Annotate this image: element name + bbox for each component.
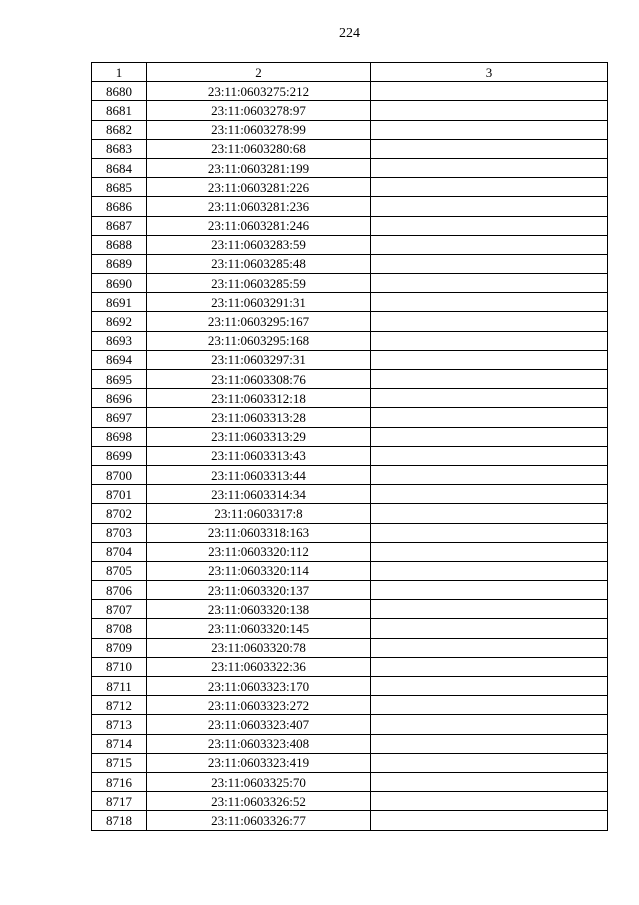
cadastral-number-cell: 23:11:0603278:99 <box>147 120 371 139</box>
cadastral-number-cell: 23:11:0603295:168 <box>147 331 371 350</box>
row-number-cell: 8704 <box>92 542 147 561</box>
row-number-cell: 8691 <box>92 293 147 312</box>
cadastral-number-cell: 23:11:0603317:8 <box>147 504 371 523</box>
row-number-cell: 8702 <box>92 504 147 523</box>
column-header-3: 3 <box>371 63 608 82</box>
notes-cell <box>371 293 608 312</box>
cadastral-number-cell: 23:11:0603285:48 <box>147 254 371 273</box>
cadastral-number-cell: 23:11:0603323:170 <box>147 677 371 696</box>
table-row <box>92 542 608 561</box>
table-row <box>92 677 608 696</box>
table-row <box>92 216 608 235</box>
notes-cell <box>371 101 608 120</box>
cadastral-number-cell: 23:11:0603313:43 <box>147 446 371 465</box>
table-row <box>92 274 608 293</box>
notes-cell <box>371 427 608 446</box>
table-row <box>92 293 608 312</box>
table-row <box>92 600 608 619</box>
row-number-cell: 8681 <box>92 101 147 120</box>
cadastral-number-cell: 23:11:0603313:28 <box>147 408 371 427</box>
table-row <box>92 753 608 772</box>
notes-cell <box>371 753 608 772</box>
table-row <box>92 446 608 465</box>
notes-cell <box>371 446 608 465</box>
page-number: 224 <box>339 26 360 41</box>
row-number-cell: 8685 <box>92 178 147 197</box>
table-row <box>92 235 608 254</box>
row-number-cell: 8687 <box>92 216 147 235</box>
notes-cell <box>371 811 608 830</box>
notes-cell <box>371 715 608 734</box>
cadastral-number-cell: 23:11:0603323:408 <box>147 734 371 753</box>
notes-cell <box>371 792 608 811</box>
notes-cell <box>371 120 608 139</box>
table-row <box>92 561 608 580</box>
row-number-cell: 8710 <box>92 657 147 676</box>
row-number-cell: 8689 <box>92 254 147 273</box>
notes-cell <box>371 504 608 523</box>
cadastral-number-cell: 23:11:0603281:236 <box>147 197 371 216</box>
notes-cell <box>371 542 608 561</box>
registry-table <box>91 62 608 831</box>
notes-cell <box>371 677 608 696</box>
row-number-cell: 8692 <box>92 312 147 331</box>
table-header <box>92 63 608 82</box>
row-number-cell: 8694 <box>92 350 147 369</box>
table-row <box>92 427 608 446</box>
row-number-cell: 8714 <box>92 734 147 753</box>
cadastral-number-cell: 23:11:0603281:226 <box>147 178 371 197</box>
row-number-cell: 8701 <box>92 485 147 504</box>
notes-cell <box>371 197 608 216</box>
cadastral-number-cell: 23:11:0603325:70 <box>147 772 371 791</box>
cadastral-number-cell: 23:11:0603320:114 <box>147 561 371 580</box>
cadastral-number-cell: 23:11:0603313:44 <box>147 465 371 484</box>
row-number-cell: 8711 <box>92 677 147 696</box>
row-number-cell: 8695 <box>92 370 147 389</box>
table-row <box>92 350 608 369</box>
row-number-cell: 8697 <box>92 408 147 427</box>
cadastral-number-cell: 23:11:0603308:76 <box>147 370 371 389</box>
notes-cell <box>371 370 608 389</box>
row-number-cell: 8684 <box>92 158 147 177</box>
row-number-cell: 8693 <box>92 331 147 350</box>
row-number-cell: 8709 <box>92 638 147 657</box>
row-number-cell: 8706 <box>92 581 147 600</box>
cadastral-number-cell: 23:11:0603291:31 <box>147 293 371 312</box>
table-row <box>92 581 608 600</box>
table-row <box>92 811 608 830</box>
table-row <box>92 158 608 177</box>
row-number-cell: 8686 <box>92 197 147 216</box>
table-row <box>92 523 608 542</box>
notes-cell <box>371 331 608 350</box>
row-number-cell: 8688 <box>92 235 147 254</box>
table-row <box>92 734 608 753</box>
notes-cell <box>371 158 608 177</box>
row-number-cell: 8680 <box>92 82 147 101</box>
row-number-cell: 8718 <box>92 811 147 830</box>
notes-cell <box>371 139 608 158</box>
notes-cell <box>371 312 608 331</box>
cadastral-number-cell: 23:11:0603322:36 <box>147 657 371 676</box>
row-number-cell: 8698 <box>92 427 147 446</box>
table-row <box>92 139 608 158</box>
row-number-cell: 8716 <box>92 772 147 791</box>
notes-cell <box>371 638 608 657</box>
row-number-cell: 8717 <box>92 792 147 811</box>
table-row <box>92 331 608 350</box>
notes-cell <box>371 82 608 101</box>
cadastral-number-cell: 23:11:0603320:138 <box>147 600 371 619</box>
notes-cell <box>371 734 608 753</box>
notes-cell <box>371 274 608 293</box>
cadastral-number-cell: 23:11:0603278:97 <box>147 101 371 120</box>
cadastral-number-cell: 23:11:0603326:52 <box>147 792 371 811</box>
table-row <box>92 254 608 273</box>
table-row <box>92 120 608 139</box>
cadastral-number-cell: 23:11:0603323:419 <box>147 753 371 772</box>
table-row <box>92 389 608 408</box>
cadastral-number-cell: 23:11:0603320:145 <box>147 619 371 638</box>
notes-cell <box>371 350 608 369</box>
cadastral-number-cell: 23:11:0603281:246 <box>147 216 371 235</box>
table-row <box>92 485 608 504</box>
table-row <box>92 197 608 216</box>
row-number-cell: 8705 <box>92 561 147 580</box>
cadastral-number-cell: 23:11:0603280:68 <box>147 139 371 158</box>
table-row <box>92 312 608 331</box>
cadastral-number-cell: 23:11:0603320:137 <box>147 581 371 600</box>
cadastral-number-cell: 23:11:0603313:29 <box>147 427 371 446</box>
cadastral-number-cell: 23:11:0603281:199 <box>147 158 371 177</box>
cadastral-number-cell: 23:11:0603283:59 <box>147 235 371 254</box>
table-row <box>92 101 608 120</box>
cadastral-number-cell: 23:11:0603275:212 <box>147 82 371 101</box>
cadastral-number-cell: 23:11:0603312:18 <box>147 389 371 408</box>
notes-cell <box>371 772 608 791</box>
row-number-cell: 8713 <box>92 715 147 734</box>
notes-cell <box>371 581 608 600</box>
table-row <box>92 82 608 101</box>
notes-cell <box>371 561 608 580</box>
cadastral-number-cell: 23:11:0603295:167 <box>147 312 371 331</box>
notes-cell <box>371 178 608 197</box>
cadastral-number-cell: 23:11:0603314:34 <box>147 485 371 504</box>
notes-cell <box>371 216 608 235</box>
cadastral-number-cell: 23:11:0603297:31 <box>147 350 371 369</box>
table-row <box>92 696 608 715</box>
cadastral-number-cell: 23:11:0603318:163 <box>147 523 371 542</box>
row-number-cell: 8696 <box>92 389 147 408</box>
notes-cell <box>371 389 608 408</box>
row-number-cell: 8708 <box>92 619 147 638</box>
row-number-cell: 8712 <box>92 696 147 715</box>
notes-cell <box>371 657 608 676</box>
header-row <box>92 63 608 82</box>
notes-cell <box>371 465 608 484</box>
cadastral-number-cell: 23:11:0603320:78 <box>147 638 371 657</box>
table-row <box>92 370 608 389</box>
notes-cell <box>371 254 608 273</box>
row-number-cell: 8715 <box>92 753 147 772</box>
table-body <box>92 82 608 830</box>
row-number-cell: 8703 <box>92 523 147 542</box>
notes-cell <box>371 235 608 254</box>
cadastral-number-cell: 23:11:0603323:407 <box>147 715 371 734</box>
notes-cell <box>371 619 608 638</box>
table-row <box>92 657 608 676</box>
table-row <box>92 715 608 734</box>
table-row <box>92 792 608 811</box>
cadastral-number-cell: 23:11:0603323:272 <box>147 696 371 715</box>
table-row <box>92 619 608 638</box>
notes-cell <box>371 523 608 542</box>
column-header-2: 2 <box>147 63 371 82</box>
row-number-cell: 8699 <box>92 446 147 465</box>
table-row <box>92 638 608 657</box>
row-number-cell: 8707 <box>92 600 147 619</box>
row-number-cell: 8682 <box>92 120 147 139</box>
row-number-cell: 8690 <box>92 274 147 293</box>
column-header-1: 1 <box>92 63 147 82</box>
notes-cell <box>371 600 608 619</box>
row-number-cell: 8683 <box>92 139 147 158</box>
table-row <box>92 772 608 791</box>
cadastral-number-cell: 23:11:0603326:77 <box>147 811 371 830</box>
notes-cell <box>371 485 608 504</box>
cadastral-number-cell: 23:11:0603320:112 <box>147 542 371 561</box>
notes-cell <box>371 696 608 715</box>
row-number-cell: 8700 <box>92 465 147 484</box>
table-row <box>92 504 608 523</box>
notes-cell <box>371 408 608 427</box>
table-row <box>92 408 608 427</box>
table-row <box>92 465 608 484</box>
cadastral-number-cell: 23:11:0603285:59 <box>147 274 371 293</box>
table-row <box>92 178 608 197</box>
